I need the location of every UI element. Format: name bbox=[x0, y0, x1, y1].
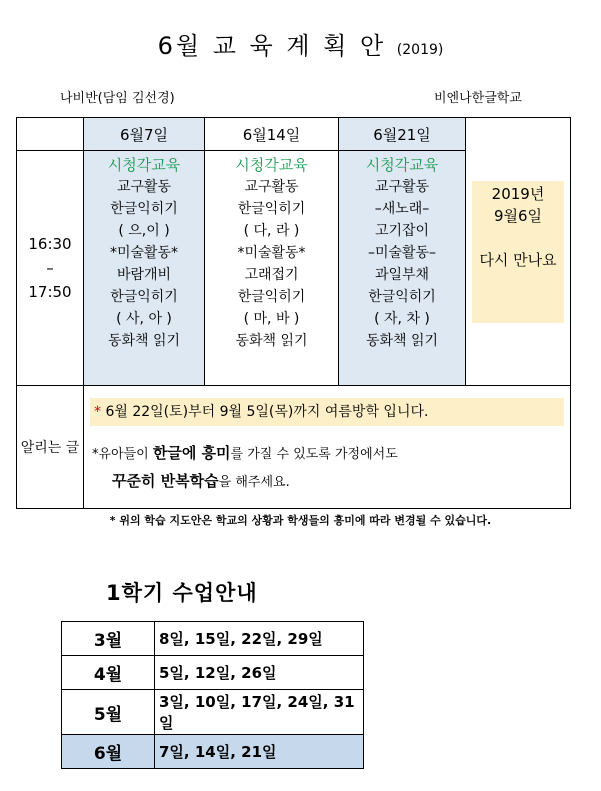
week-1-activities bbox=[84, 151, 205, 386]
next-meeting-text: 다시 만나요 bbox=[479, 250, 557, 269]
semester-schedule-table bbox=[61, 621, 364, 769]
notice-emphasis: 꾸준히 반복학습 bbox=[112, 472, 219, 490]
time-dash: – bbox=[46, 259, 54, 277]
notice-line-2 bbox=[92, 440, 570, 468]
month-cell: 4월 bbox=[62, 656, 155, 690]
notice-line-3 bbox=[112, 468, 570, 496]
header-empty-cell bbox=[17, 118, 84, 151]
notice-star: * bbox=[94, 404, 101, 420]
activity-line: 한글익히기 bbox=[110, 201, 178, 217]
activity-line: ( 으,이 ) bbox=[118, 223, 170, 239]
activity-line: 고래접기 bbox=[244, 267, 299, 283]
activity-line: 고기잡이 bbox=[374, 223, 430, 239]
notice-content bbox=[84, 386, 571, 509]
notice-vacation-end: 입니다. bbox=[378, 404, 429, 420]
week-header-2: 6월14일 bbox=[205, 118, 339, 151]
week-3-activities bbox=[339, 151, 466, 386]
next-meeting-date: 9월6일 bbox=[493, 206, 543, 225]
activity-line: *미술활동* bbox=[237, 245, 306, 261]
month-cell: 3월 bbox=[62, 622, 155, 656]
time-start: 16:30 bbox=[28, 235, 72, 253]
activity-line: 한글익히기 bbox=[110, 289, 178, 305]
activity-line: ( 사, 아 ) bbox=[116, 311, 172, 327]
activity-line: 한글익히기 bbox=[368, 289, 436, 305]
activity-line: 교구활동 bbox=[374, 179, 430, 195]
audiovisual-label: 시청각교육 bbox=[365, 156, 439, 174]
next-meeting-year: 2019년 bbox=[491, 184, 545, 203]
footnote: * 위의 학습 지도안은 학교의 상황과 학생들의 흥미에 따라 변경될 수 있습니다. bbox=[109, 514, 492, 527]
lesson-plan-table bbox=[16, 117, 571, 509]
notice-vacation-text: 6월 22일(토)부터 9월 5일(목)까지 여름방학 bbox=[105, 404, 379, 420]
title-year: (2019) bbox=[396, 42, 444, 58]
audiovisual-label: 시청각교육 bbox=[107, 156, 181, 174]
table-row bbox=[62, 656, 364, 690]
notice-vacation bbox=[90, 398, 564, 426]
week-header-1: 6월7일 bbox=[84, 118, 205, 151]
notice-text: 를 가질 수 있도록 가정에서도 bbox=[230, 447, 398, 462]
table-row-highlighted bbox=[62, 735, 364, 769]
days-cell: 7일, 14일, 21일 bbox=[155, 735, 364, 769]
activity-line: 동화책 읽기 bbox=[235, 333, 308, 349]
activity-line: 동화책 읽기 bbox=[107, 333, 181, 349]
notice-emphasis: 한글에 흥미 bbox=[152, 444, 231, 462]
month-cell: 6월 bbox=[62, 735, 155, 769]
days-cell: 3일, 10일, 17일, 24일, 31일 bbox=[155, 690, 364, 735]
next-meeting-cell bbox=[466, 118, 571, 386]
school-name: 비엔나한글학교 bbox=[434, 91, 522, 106]
activity-line: 교구활동 bbox=[244, 179, 299, 195]
next-meeting-box bbox=[472, 181, 564, 323]
page-title bbox=[0, 26, 601, 61]
title-main: 6월 교 육 계 획 안 bbox=[157, 32, 387, 60]
week-2-activities bbox=[205, 151, 339, 386]
days-cell: 8일, 15일, 22일, 29일 bbox=[155, 622, 364, 656]
activity-line: 동화책 읽기 bbox=[365, 333, 439, 349]
table-row bbox=[62, 690, 364, 735]
activity-line: 교구활동 bbox=[116, 179, 172, 195]
semester-title: 1학기 수업안내 bbox=[106, 581, 258, 605]
table-row bbox=[62, 622, 364, 656]
notice-label: 알리는 글 bbox=[17, 386, 84, 509]
notice-text: 을 해주세요. bbox=[218, 475, 290, 490]
activity-line: ( 자, 차 ) bbox=[374, 311, 430, 327]
week-header-3: 6월21일 bbox=[339, 118, 466, 151]
activity-line: 과일부채 bbox=[374, 267, 430, 283]
activity-line: 바람개비 bbox=[116, 267, 172, 283]
audiovisual-label: 시청각교육 bbox=[235, 156, 308, 174]
notice-text: *유아들이 bbox=[92, 447, 153, 462]
activity-line: *미술활동* bbox=[109, 245, 179, 261]
activity-line: 한글익히기 bbox=[237, 289, 306, 305]
class-info: 나비반(담임 김선경) bbox=[60, 91, 175, 106]
activity-line: 한글익히기 bbox=[237, 201, 306, 217]
month-cell: 5월 bbox=[62, 690, 155, 735]
time-end: 17:50 bbox=[28, 283, 72, 301]
activity-line: –미술활동– bbox=[367, 245, 437, 261]
activity-line: ( 마, 바 ) bbox=[243, 311, 300, 327]
activity-line: ( 다, 라 ) bbox=[243, 223, 300, 239]
activity-line: –새노래– bbox=[374, 201, 430, 217]
days-cell: 5일, 12일, 26일 bbox=[155, 656, 364, 690]
time-cell bbox=[17, 151, 84, 386]
